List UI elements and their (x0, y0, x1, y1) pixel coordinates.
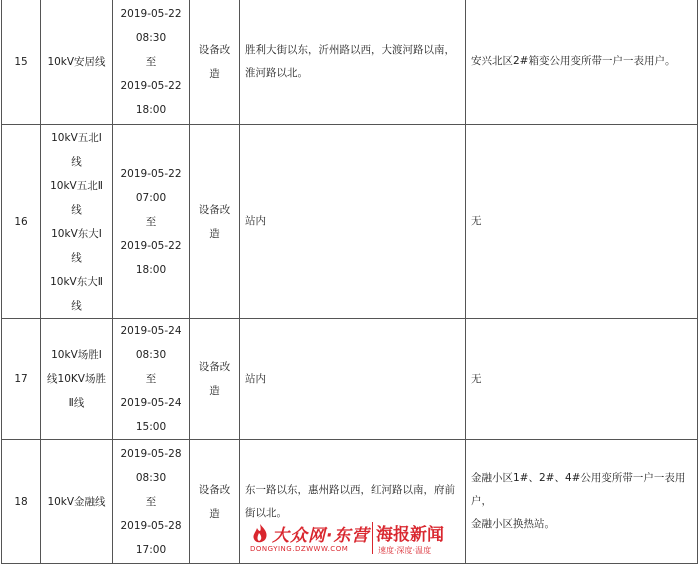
line-name-cell (41, 440, 113, 564)
affected-users-cell (466, 125, 698, 319)
outage-area-cell (240, 125, 466, 319)
cell-text-line: 至 (145, 55, 157, 68)
row-number-cell: 17 (2, 319, 41, 440)
cell-text-line: 造 (209, 507, 220, 520)
flame-icon (250, 523, 270, 545)
cell-text-line: Ⅱ线 (68, 397, 85, 409)
affected-users-cell (466, 440, 698, 564)
cell-text-line: 10kV东大Ⅰ (51, 227, 102, 240)
cell-text-line: 10kV五北Ⅰ (51, 131, 102, 144)
cell-text-line: 造 (209, 227, 220, 240)
cell-text-line: 10kV金融线 (47, 495, 106, 508)
cell-text-line: 东一路以东，惠州路以西，红河路以南，府前 (245, 483, 455, 496)
watermark-brand: 大众网·东营 (272, 526, 370, 546)
cell-text-line: 2019-05-22 (120, 79, 182, 92)
cell-text-line: 18:00 (135, 263, 167, 276)
outage-schedule-table (1, 0, 698, 564)
cell-text-line: 08:30 (135, 471, 167, 484)
row-number-cell: 18 (2, 440, 41, 564)
watermark (248, 518, 460, 558)
cell-text-line: 安兴北区2#箱变公用变所带一户一表用户。 (471, 55, 676, 67)
table-row (2, 125, 698, 319)
cell-text-line: 10kV场胜Ⅰ (51, 349, 102, 361)
line-name-cell (41, 125, 113, 319)
row-number-cell: 16 (2, 125, 41, 319)
cell-text-line: 2019-05-28 (120, 447, 182, 460)
cell-text-line: 设备改 (198, 203, 231, 216)
cell-text-line: 设备改 (198, 43, 231, 56)
cell-text-line: 至 (145, 495, 157, 508)
cell-text-line: 2019-05-28 (120, 519, 182, 532)
table-row (2, 0, 698, 125)
row-number-cell: 15 (2, 0, 41, 125)
cell-text-line: 站内 (245, 215, 266, 227)
cell-text-line: 18:00 (135, 103, 167, 116)
watermark-news: 海报新闻 (376, 525, 444, 545)
watermark-divider (372, 522, 373, 554)
cell-text-line: 线 (71, 155, 82, 168)
haibao-logo (376, 518, 460, 558)
cell-text-line: 街以北。 (245, 506, 287, 519)
cell-text-line: 造 (209, 385, 220, 397)
cell-text-line: 2019-05-24 (120, 325, 182, 337)
outage-time-cell (113, 125, 190, 319)
cell-text-line: 无 (471, 372, 482, 385)
outage-time-cell (113, 440, 190, 564)
cell-text-line: 设备改 (198, 361, 231, 373)
cell-text-line: 2019-05-24 (120, 397, 182, 409)
cell-text-line: 2019-05-22 (120, 7, 182, 20)
affected-users-cell (466, 0, 698, 125)
outage-area-cell (240, 0, 466, 125)
cell-text-line: 07:00 (135, 191, 167, 204)
cell-text-line: 至 (145, 215, 157, 228)
cell-text-line: 设备改 (198, 483, 231, 496)
work-type-cell (190, 319, 240, 440)
cell-text-line: 站内 (245, 372, 266, 385)
cell-text-line: 淮河路以北。 (245, 66, 308, 79)
cell-text-line: 10kV东大Ⅱ (50, 275, 103, 288)
cell-text-line: 无 (471, 215, 482, 227)
outage-time-cell (113, 319, 190, 440)
cell-text-line: 胜利大街以东，沂州路以西，大渡河路以南， (245, 43, 455, 56)
cell-text-line: 2019-05-22 (120, 167, 182, 180)
outage-area-cell (240, 319, 466, 440)
cell-text-line: 线 (71, 299, 82, 312)
cell-text-line: 08:30 (135, 31, 167, 44)
dzwww-logo (248, 518, 370, 558)
watermark-site: DONGYING.DZWWW.COM (250, 545, 349, 553)
cell-text-line: 线 (71, 203, 82, 216)
cell-text-line: 金融小区换热站。 (471, 518, 555, 530)
cell-text-line: 金融小区1#、2#、4#公用变所带一户一表用户， (471, 472, 686, 507)
cell-text-line: 10kV安居线 (47, 55, 106, 68)
cell-text-line: 线10KV场胜 (47, 373, 106, 385)
watermark-slogan: 速度·深度·温度 (378, 546, 432, 555)
line-name-cell (41, 319, 113, 440)
line-name-cell (41, 0, 113, 125)
work-type-cell (190, 0, 240, 125)
cell-text-line: 线 (71, 251, 82, 264)
cell-text-line: 17:00 (135, 543, 167, 556)
affected-users-cell (466, 319, 698, 440)
cell-text-line: 15:00 (135, 421, 167, 433)
work-type-cell (190, 125, 240, 319)
cell-text-line: 至 (145, 373, 157, 385)
outage-time-cell (113, 0, 190, 125)
work-type-cell (190, 440, 240, 564)
cell-text-line: 2019-05-22 (120, 239, 182, 252)
cell-text-line: 08:30 (135, 349, 167, 361)
table-row (2, 319, 698, 440)
cell-text-line: 造 (209, 67, 220, 80)
cell-text-line: 10kV五北Ⅱ (50, 179, 103, 192)
